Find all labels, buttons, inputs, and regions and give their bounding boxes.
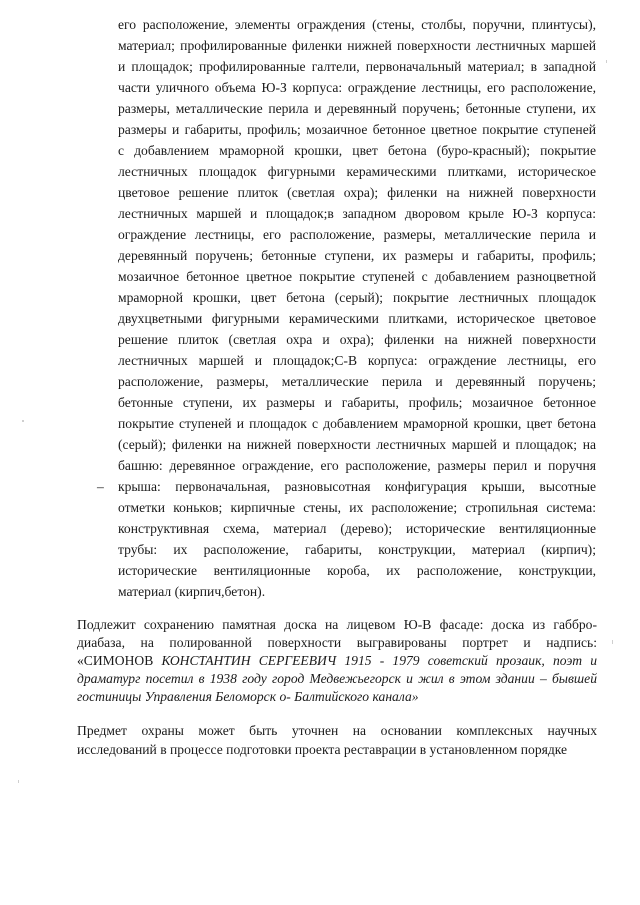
text-line: отметки коньков; кирпичные стены, их расположение; стропильная система: xyxy=(118,500,596,515)
text-line: решение плиток (светлая охра и охра); филенки на нижней поверхности xyxy=(118,332,596,347)
scan-speck xyxy=(606,60,607,63)
text-line: мраморной крошки, цвет бетона (серый); покрытие лестничных площадок xyxy=(118,290,596,305)
text-line: двухцветными фигурными керамическими плитками, историческое цветовое xyxy=(118,311,596,326)
plaque-inscription-start: «СИМОНОВ xyxy=(77,653,162,668)
text-line: материал (кирпич,бетон). xyxy=(118,584,266,599)
text-line: размеры и габариты, профиль; мозаичное бетонное цветное покрытие ступеней xyxy=(118,122,596,137)
plaque-inscription-line xyxy=(77,652,597,669)
text-line: покрытие ступеней и площадок с добавлением мраморной крошки, цвет бетона xyxy=(118,416,596,431)
text-line: крыша: первоначальная, разновысотная конфигурация крыши, высотные xyxy=(118,479,596,494)
scan-speck xyxy=(612,640,613,644)
text-line: (серый); филенки на нижней поверхности лестничных маршей и площадок; на xyxy=(118,437,596,452)
text-line: ограждение лестницы, его расположение, размеры, металлические перила и xyxy=(118,227,596,242)
plaque-line: Подлежит сохранению памятная доска на лицевом Ю-В фасаде: доска из габбро- xyxy=(77,617,597,632)
text-line: трубы: их расположение, габариты, конструкции, материал (кирпич); xyxy=(118,542,596,557)
list-bullet: – xyxy=(97,479,104,494)
text-line: и площадок; профилированные галтели, первоначальный материал; в западной xyxy=(118,59,596,74)
text-line: лестничных маршей и площадок;в западном дворовом крыле Ю-З корпуса: xyxy=(118,206,596,221)
text-line: мозаичное бетонное цветное покрытие ступеней с добавлением разноцветной xyxy=(118,269,596,284)
text-line: части уличного объема Ю-З корпуса: ограждение лестницы, его расположение, xyxy=(118,80,596,95)
text-line: материал; профилированные филенки нижней поверхности лестничных маршей xyxy=(118,38,596,53)
text-line: конструктивная схема, материал (дерево); исторические вентиляционные xyxy=(118,521,596,536)
text-line: башню: деревянное ограждение, его расположение, размеры перил и поручня xyxy=(118,458,596,473)
closing-line: Предмет охраны может быть уточнен на основании комплексных научных xyxy=(77,723,597,738)
text-line: исторические вентиляционные короба, их расположение, конструкции, xyxy=(118,563,596,578)
text-line: с добавлением мраморной крошки, цвет бетона (буро-красный); покрытие xyxy=(118,143,596,158)
scan-speck xyxy=(18,780,19,783)
scan-speck xyxy=(22,420,24,422)
plaque-inscription-italic: КОНСТАНТИН СЕРГЕЕВИЧ 1915 - 1979 советский прозаик, поэт и xyxy=(161,653,597,668)
text-line: бетонные ступени, их размеры и габариты, профиль; мозаичное бетонное xyxy=(118,395,596,410)
text-line: его расположение, элементы ограждения (стены, столбы, поручни, плинтусы), xyxy=(118,17,596,32)
text-line: размеры, металлические перила и деревянный поручень; бетонные ступени, их xyxy=(118,101,596,116)
text-line: деревянный поручень; бетонные ступени, их размеры и габариты, профиль; xyxy=(118,248,596,263)
text-line: лестничных площадок фигурными керамическими плитками, историческое xyxy=(118,164,596,179)
text-line: цветовое решение плиток (светлая охра); филенки на нижней поверхности xyxy=(118,185,596,200)
text-line: расположение, размеры, металлические перила и деревянный поручень; xyxy=(118,374,596,389)
plaque-inscription-line: драматург посетил в 1938 году город Медвежьегорск и жил в этом здании – бывшей xyxy=(77,671,597,686)
closing-line: исследований в процессе подготовки проекта реставрации в установленном порядке xyxy=(77,742,568,757)
plaque-inscription-line: гостиницы Управления Беломорск о- Балтийского канала» xyxy=(77,689,419,704)
plaque-line: диабаза, на полированной поверхности выгравированы портрет и надпись: xyxy=(77,635,597,650)
text-line: лестничных маршей и площадок;С-В корпуса: ограждение лестницы, его xyxy=(118,353,596,368)
